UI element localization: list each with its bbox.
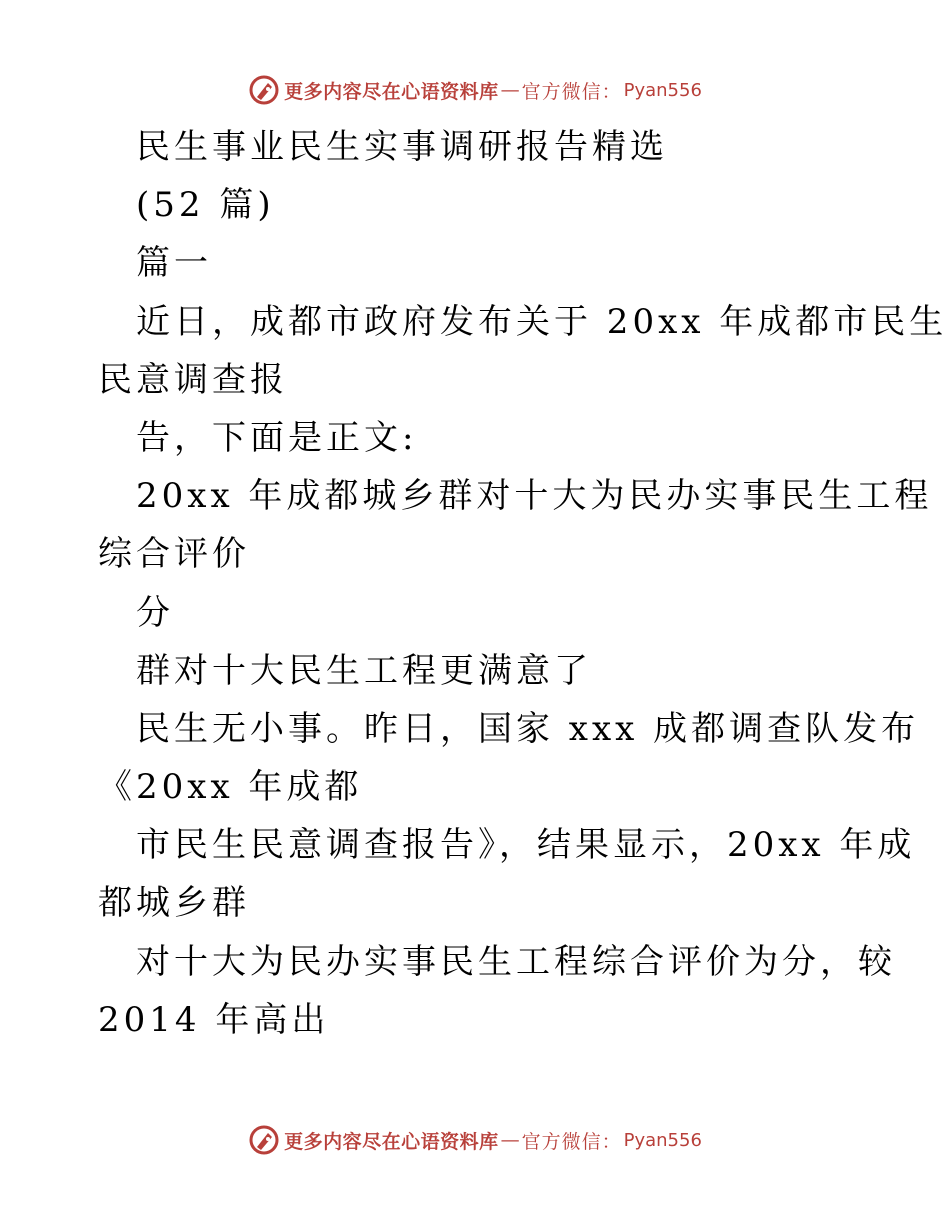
- document-line: 民生无小事。昨日，国家 xxx 成都调查队发布: [136, 708, 920, 749]
- document-line: 对十大为民办实事民生工程综合评价为分，较: [136, 941, 896, 982]
- pen-nib-logo-icon: [248, 74, 280, 106]
- header-watermark: [0, 70, 950, 110]
- watermark-dash: —: [500, 1129, 520, 1151]
- footer-watermark: [0, 1120, 950, 1160]
- document-line: 20xx 年成都城乡群对十大为民办实事民生工程: [136, 476, 933, 517]
- watermark-label: 官方微信：: [521, 1130, 622, 1153]
- pen-nib-logo-icon: [248, 1124, 280, 1156]
- document-line: 近日，成都市政府发布关于 20xx 年成都市民生: [136, 301, 948, 342]
- document-line: 民意调查报: [98, 359, 288, 400]
- document-line: 篇一: [136, 243, 212, 284]
- watermark-id: Pyan556: [623, 79, 702, 101]
- document-line: 2014 年高出: [98, 999, 330, 1040]
- watermark-label: 官方微信：: [521, 80, 622, 103]
- document-line: 群对十大民生工程更满意了: [136, 650, 592, 691]
- watermark-brand: 更多内容尽在心语资料库: [284, 80, 499, 103]
- document-line: 市民生民意调查报告》，结果显示，20xx 年成: [136, 825, 916, 866]
- watermark-brand: 更多内容尽在心语资料库: [284, 1130, 499, 1153]
- document-line: 综合评价: [98, 534, 250, 575]
- document-line: 民生事业民生实事调研报告精选: [136, 127, 668, 167]
- document-line: (52 篇): [136, 185, 275, 226]
- watermark-id: Pyan556: [623, 1129, 702, 1151]
- document-line: 分: [136, 592, 174, 633]
- document-line: 告，下面是正文:: [136, 417, 418, 458]
- document-body: [98, 118, 948, 1049]
- watermark-dash: —: [500, 79, 520, 101]
- document-line: 《20xx 年成都: [98, 767, 363, 808]
- document-line: 都城乡群: [98, 883, 250, 924]
